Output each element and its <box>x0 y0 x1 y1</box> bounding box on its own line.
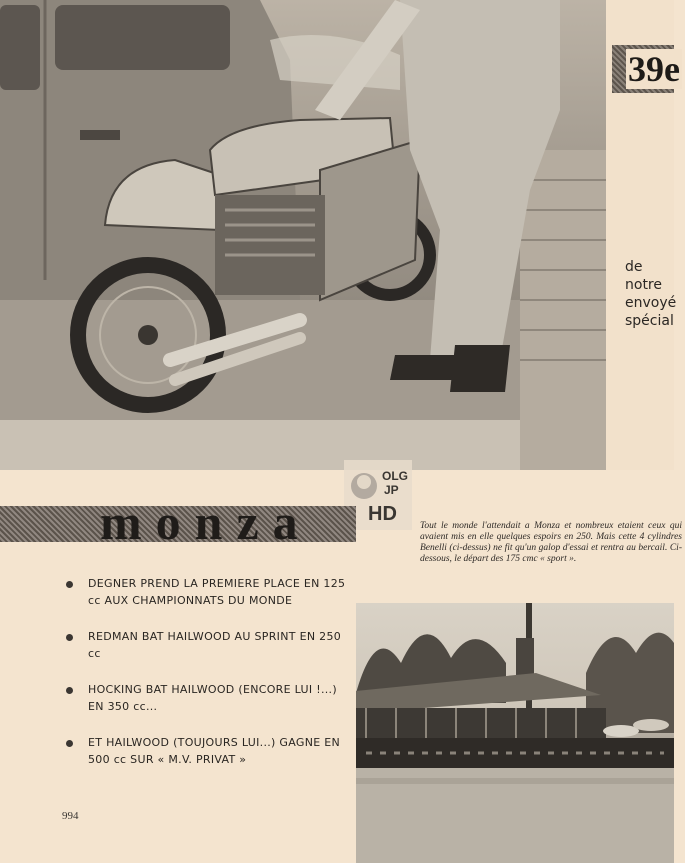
list-item: ET HAILWOOD (TOUJOURS LUI...) GAGNE EN 500 cc SUR « M.V. PRIVAT » <box>66 735 346 768</box>
byline <box>625 258 685 330</box>
logo-text: HD <box>368 503 397 525</box>
list-item: HOCKING BAT HAILWOOD (ENCORE LUI !...) EN 350 cc... <box>66 682 346 715</box>
race-start-photo <box>356 603 674 863</box>
episode-badge <box>612 45 680 93</box>
byline-line: notre <box>625 277 662 293</box>
list-item: DEGNER PREND LA PREMIERE PLACE EN 125 cc AUX CHAMPIONNATS DU MONDE <box>66 576 346 609</box>
page-number: 994 <box>62 810 79 822</box>
race-start-illustration <box>356 603 674 863</box>
svg-text:OLG: OLG <box>382 469 408 483</box>
article-title: monza <box>100 494 312 550</box>
byline-line: envoyé <box>625 295 677 311</box>
svg-text:JP: JP <box>384 483 399 497</box>
headline-list <box>66 576 346 788</box>
photo-caption: Tout le monde l'attendait a Monza et nombreux etaient ceux qui avaient mis en elle quelques espoirs en 250. Mais cette 4 cylindres Benelli (ci-dessus) ne fit qu'un galop d'essai et rentra au bercail. Ci-dessous, le départ des 175 cmc « sport ». <box>420 521 682 564</box>
motorcycle-illustration <box>0 0 606 470</box>
list-item: REDMAN BAT HAILWOOD AU SPRINT EN 250 cc <box>66 629 346 662</box>
motorcycle-photo <box>0 0 606 470</box>
byline-line: spécial <box>625 313 674 329</box>
episode-badge-label: 39e <box>628 49 680 89</box>
byline-line: de <box>625 259 643 275</box>
